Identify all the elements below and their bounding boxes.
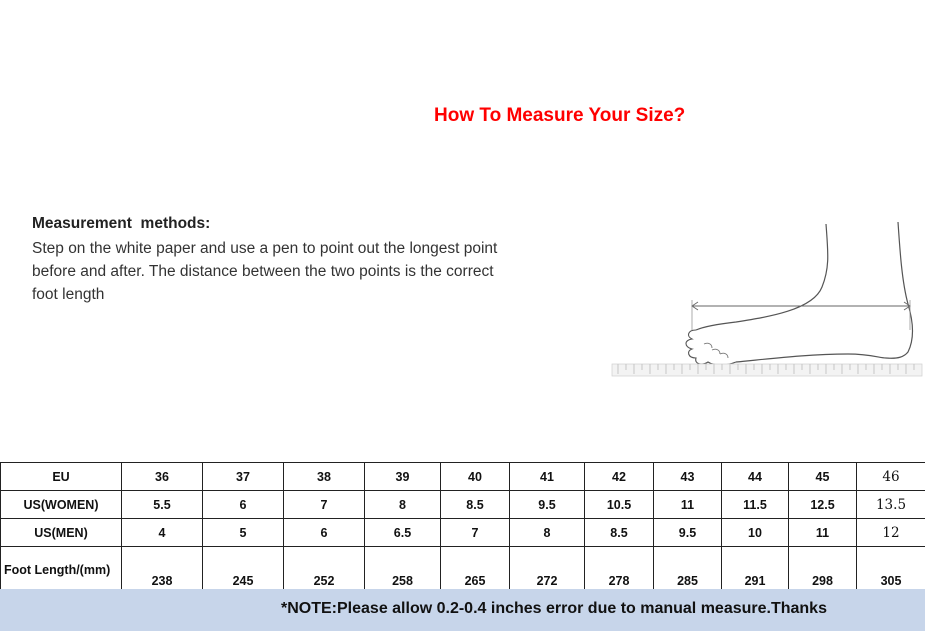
table-cell: 298: [789, 547, 857, 593]
table-cell: 11: [789, 519, 857, 547]
table-cell: 10.5: [585, 491, 654, 519]
table-cell: 11: [654, 491, 722, 519]
table-row: [1, 463, 925, 491]
table-cell: 12.5: [789, 491, 857, 519]
note-bar: [0, 589, 925, 631]
table-cell: 42: [585, 463, 654, 491]
table-cell: 8: [510, 519, 585, 547]
table-cell: 291: [722, 547, 789, 593]
table-cell: 40: [441, 463, 510, 491]
note-text: *NOTE:Please allow 0.2-0.4 inches error due to manual measure.Thanks: [281, 600, 827, 617]
table-row: [1, 519, 925, 547]
table-cell: 8.5: [585, 519, 654, 547]
page-title: How To Measure Your Size?: [434, 105, 686, 126]
size-table: [0, 462, 925, 593]
table-cell: 272: [510, 547, 585, 593]
table-cell: 9.5: [510, 491, 585, 519]
row-label-us-women: US(WOMEN): [1, 491, 122, 519]
row-label-foot-length: Foot Length/(mm): [1, 547, 122, 593]
table-cell: 8: [365, 491, 441, 519]
table-cell: 13.5: [857, 491, 925, 519]
table-cell: 4: [122, 519, 203, 547]
methods-heading: Measurement methods:: [32, 215, 211, 232]
table-cell: 37: [203, 463, 284, 491]
table-cell: 12: [857, 519, 925, 547]
table-cell: 265: [441, 547, 510, 593]
table-cell: 43: [654, 463, 722, 491]
table-cell: 9.5: [654, 519, 722, 547]
row-label-eu: EU: [1, 463, 122, 491]
table-cell: 6: [284, 519, 365, 547]
table-cell: 36: [122, 463, 203, 491]
methods-body: Step on the white paper and use a pen to point out the longest point before and after. The distance between the two points is the correct foot length: [32, 240, 498, 303]
table-cell: 258: [365, 547, 441, 593]
table-cell: 8.5: [441, 491, 510, 519]
table-cell: 45: [789, 463, 857, 491]
table-row: [1, 491, 925, 519]
table-row: [1, 547, 925, 593]
table-cell: 238: [122, 547, 203, 593]
table-cell: 5.5: [122, 491, 203, 519]
table-cell: 46: [857, 463, 925, 491]
table-cell: 10: [722, 519, 789, 547]
table-cell: 252: [284, 547, 365, 593]
table-cell: 285: [654, 547, 722, 593]
foot-measuring-icon: [608, 212, 925, 392]
table-cell: 11.5: [722, 491, 789, 519]
table-cell: 7: [284, 491, 365, 519]
table-cell: 6: [203, 491, 284, 519]
table-cell: 41: [510, 463, 585, 491]
row-label-us-men: US(MEN): [1, 519, 122, 547]
table-cell: 245: [203, 547, 284, 593]
table-cell: 5: [203, 519, 284, 547]
table-cell: 38: [284, 463, 365, 491]
table-cell: 278: [585, 547, 654, 593]
measurement-methods: [32, 215, 552, 306]
table-cell: 39: [365, 463, 441, 491]
table-cell: 305: [857, 547, 925, 593]
table-cell: 6.5: [365, 519, 441, 547]
table-cell: 44: [722, 463, 789, 491]
table-cell: 7: [441, 519, 510, 547]
